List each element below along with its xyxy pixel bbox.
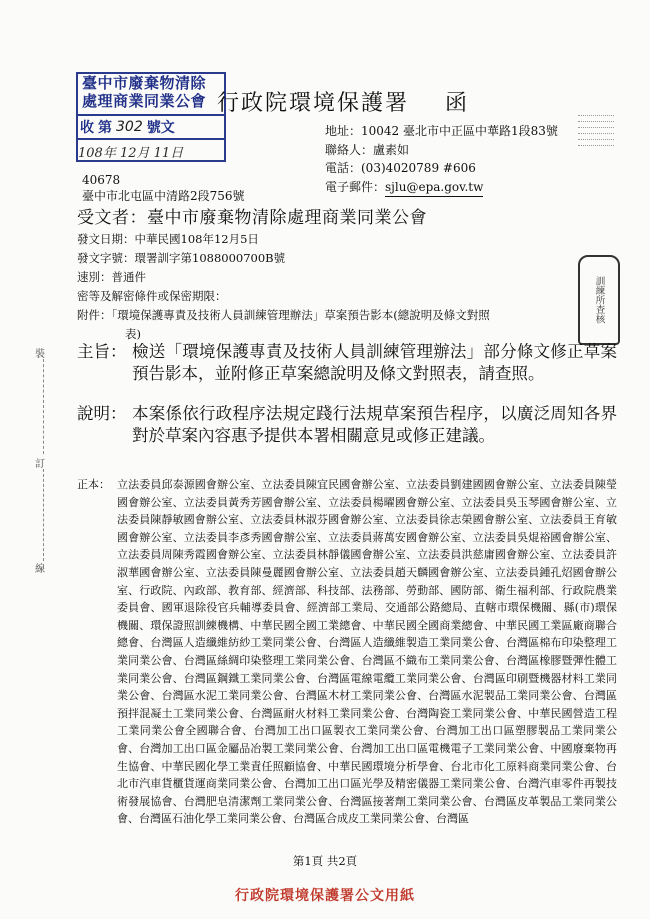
margin-marks bbox=[578, 115, 614, 175]
sender-info bbox=[325, 122, 558, 197]
recipient-address: 臺中市北屯區中清路2段756號 bbox=[82, 189, 245, 203]
sender-address: 地址：10042 臺北市中正區中華路1段83號 bbox=[325, 124, 558, 138]
issuing-org: 行政院環境保護署 bbox=[217, 91, 410, 116]
cc-heading: 正本： bbox=[77, 478, 110, 491]
sender-email-label: 電子郵件： bbox=[325, 179, 386, 194]
secrecy: 密等及解密條件或保密期限： bbox=[77, 289, 227, 303]
subject-heading: 主旨： bbox=[77, 342, 127, 361]
stamp-org-line2: 處理商業同業公會 bbox=[82, 92, 207, 110]
binding-char-top: 裝 bbox=[35, 349, 45, 360]
sender-email[interactable]: sjlu@epa.gov.tw bbox=[385, 178, 483, 198]
cc-section bbox=[77, 476, 622, 846]
issue-number: 發文字號：環署訓字第1088000700B號 bbox=[77, 251, 286, 265]
recipient-zip: 40678 bbox=[82, 173, 121, 187]
document-title bbox=[217, 86, 469, 117]
binding-line bbox=[35, 345, 53, 575]
stamp-org-line1: 臺中市廢棄物清除 bbox=[82, 74, 207, 92]
stamp-date-row bbox=[78, 138, 224, 162]
sender-phone: 電話：(03)4020789 #606 bbox=[325, 161, 476, 175]
binding-char-bottom: 線 bbox=[35, 564, 45, 575]
stamp-receipt-number: 302 bbox=[116, 119, 143, 135]
sender-contact: 聯絡人：盧素如 bbox=[325, 142, 410, 157]
stamp-recv-label-2: 第 bbox=[98, 120, 112, 136]
cc-body: 立法委員邱泰源國會辦公室、立法委員陳宜民國會辦公室、立法委員劉建國國會辦公室、立法委員陳瑩國會辦公室、立法委員黃秀芳國會辦公室、立法委員楊曜國會辦公室、立法委員吳玉琴國會辦公室、立法委員陳靜敏國會辦公室、立法委員林淑芬國會辦公室、立法委員徐志榮國會辦公室、立法委員王育敏國會辦公室、立法委員李彥秀國會辦公室、立法委員蔣萬安國會辦公室、立法委員吳焜裕國會辦公室、立法委員周陳秀霞國會辦公室、立法委員林靜儀國會辦公室、立法委員洪慈庸國會辦公室、立法委員許淑華國會辦公室、立法委員陳曼麗國會辦公室、立法委員趙天麟國會辦公室、立法委員鍾孔炤國會辦公室、行政院、內政部、教育部、經濟部、科技部、法務部、勞動部、國防部、衛生福利部、行政院農業委員會、國軍退除役官兵輔導委員會、經濟部工業局、交通部公路總局、直轄市環保機關、縣(市)環保機關、環保證照訓練機構、中華民國全國工業總會、中華民國全國商業總會、中華民國工業區廠商聯合總會、台灣區人造纖維紡紗工業同業公會、台灣區人造纖維製造工業同業公會、台灣區棉布印染整理工業同業公會、台灣區絲綢印染整理工業同業公會、台灣區不織布工業同業公會、台灣區橡膠暨彈性體工業同業公會、台灣區鋼鐵工業同業公會、台灣區電線電纜工業同業公會、台灣區印刷暨機器材料工業同業公會、台灣區水泥工業同業公會、台灣區木材工業同業公會、台灣區水泥製品工業同業公會、台灣區預拌混凝土工業同業公會、台灣區耐火材料工業同業公會、台灣陶瓷工業同業公會、中華民國營造工程工業同業公會全國聯合會、台灣加工出口區製衣工業同業公會、台灣加工出口區塑膠製品工業同業公會、台灣加工出口區金屬品冶製工業同業公會、台灣加工出口區電機電子工業同業公會、中國廢棄物再生協會、中華民國化學工業責任照顧協會、中華民國環境分析學會、台北市化工原料商業同業公會、台北市汽車貨櫃貨運商業同業公會、台灣加工出口區光學及精密儀器工業同業公會、台灣汽車零件再製技術發展協會、台灣肥皂清潔劑工業同業公會、台灣區接著劑工業同業公會、台灣區皮革製品工業同業公會、台灣區石油化學工業同業公會、台灣區合成皮工業同業公會、台灣區 bbox=[117, 478, 617, 826]
stamp-recv-label-3: 號文 bbox=[146, 120, 175, 136]
document-type: 函 bbox=[445, 91, 470, 116]
attachment-continued: 表) bbox=[125, 327, 141, 341]
sender-email-row bbox=[325, 178, 558, 198]
binding-char-mid: 訂 bbox=[35, 459, 45, 470]
attachment: 附件：「環境保護專責及技術人員訓練管理辦法」草案預告影本(總說明及條文對照 bbox=[77, 308, 490, 322]
speed: 速別：普通件 bbox=[77, 270, 146, 284]
stamp-recv-label: 收 bbox=[80, 120, 94, 136]
explanation-section bbox=[77, 403, 622, 469]
explanation-heading: 說明： bbox=[77, 404, 127, 423]
receipt-stamp bbox=[76, 72, 226, 162]
page-number: 第1頁 共2頁 bbox=[292, 854, 358, 868]
recipient-mailing bbox=[82, 172, 245, 204]
explanation-body: 本案係依行政程序法規定踐行法規草案預告程序，以廣泛周知各界對於草案內容惠予提供本署相關意見或修正建議。 bbox=[132, 404, 617, 445]
stamp-date: 108年 12月 11日 bbox=[78, 145, 184, 161]
recipient: 受文者：臺中市廢棄物清除處理商業同業公會 bbox=[77, 208, 427, 228]
subject-section bbox=[77, 341, 622, 407]
document-meta bbox=[77, 230, 490, 344]
stamp-receipt-row bbox=[78, 114, 224, 138]
footer-label: 行政院環境保護署公文用紙 bbox=[235, 888, 415, 904]
issue-date: 發文日期：中華民國108年12月5日 bbox=[77, 232, 259, 246]
subject-body: 檢送「環境保護專責及技術人員訓練管理辦法」部分條文修正草案預告影本，並附修正草案總說明及條文對照表，請查照。 bbox=[132, 342, 617, 383]
inspection-stamp: 訓練所查核 bbox=[578, 255, 620, 345]
